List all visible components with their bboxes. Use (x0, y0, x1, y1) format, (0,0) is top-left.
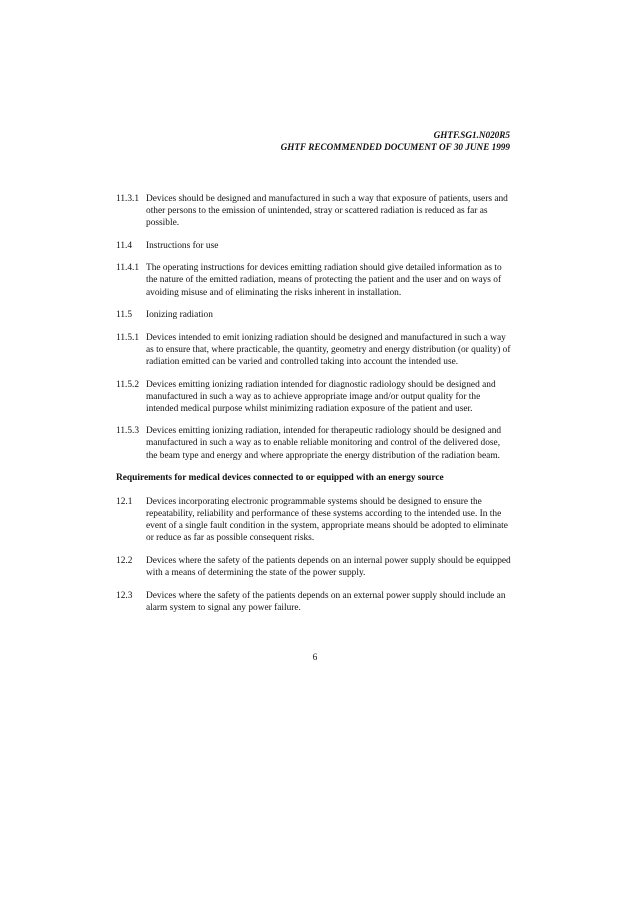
clause-number: 11.5.1 (116, 332, 140, 343)
clause-11-5-2 (116, 379, 512, 415)
clause-number: 11.4.1 (116, 263, 140, 274)
clause-number: 11.5.3 (116, 426, 140, 437)
clause-text: Devices should be designed and manufactured in such a way that exposure of patients, users and other persons to the emission of unintended, stray or scattered radiation is reduced as far as possible. (146, 194, 508, 229)
clause-11-5-3 (116, 425, 512, 461)
clause-12-3 (116, 590, 512, 614)
clause-number: 11.5 (116, 310, 133, 321)
clause-text: Devices emitting ionizing radiation, intended for therapeutic radiology should be designed and manufactured in such a way as to enable reliable monitoring and control of the delivered dose, the beam type and energy and where appropriate the energy distribution of the radiation beam. (146, 426, 502, 461)
clause-11-3-1 (116, 193, 512, 229)
document-title: GHTF RECOMMENDED DOCUMENT OF 30 JUNE 1999 (280, 142, 510, 152)
document-id: GHTF.SG1.N020R5 (433, 130, 510, 140)
clause-number: 12.1 (116, 497, 133, 508)
clause-12-1 (116, 496, 512, 544)
clause-number: 12.3 (116, 590, 133, 601)
clause-number: 11.4 (116, 240, 133, 251)
clause-number: 11.3.1 (116, 194, 140, 204)
clause-text: Instructions for use (146, 240, 219, 251)
clause-text: Devices where the safety of the patients depends on an external power supply should include an alarm system to signal any power failure. (146, 590, 506, 613)
clause-text: Devices where the safety of the patients depends on an internal power supply should be equipped with a means of determining the state of the power supply. (146, 556, 511, 579)
page-header (281, 129, 510, 153)
clause-number: 11.5.2 (116, 379, 140, 390)
document-body (116, 193, 512, 624)
clause-text: Devices incorporating electronic programmable systems should be designed to ensure the repeatability, reliability and performance of these systems according to the intended use. In the event of a single fault condition in the system, appropriate means should be adopted to eliminate or reduce as far as possible consequent risks. (146, 497, 508, 544)
section-heading: Requirements for medical devices connected to or equipped with an energy source (116, 473, 444, 484)
clause-12-2 (116, 555, 512, 579)
clause-text: Ionizing radiation (146, 310, 213, 321)
clause-text: Devices emitting ionizing radiation intended for diagnostic radiology should be designed and manufactured in such a way as to achieve appropriate image and/or output quality for the intended medical purpose whilst minimizing radiation exposure of the patient and user. (146, 379, 496, 414)
clause-11-4 (116, 240, 512, 252)
page-number: 6 (312, 653, 318, 663)
clause-number: 12.2 (116, 556, 133, 567)
clause-text: Devices intended to emit ionizing radiation should be designed and manufactured in such a way as to ensure that, where practicable, the quantity, geometry and energy distribution (or quality) of radiation emitted can be varied and controlled taking into account the intended use. (146, 332, 511, 367)
clause-11-5-1 (116, 332, 512, 368)
clause-text: The operating instructions for devices emitting radiation should give detailed information as to the nature of the emitted radiation, means of protecting the patient and the user and on ways of avoiding misuse and of eliminating the risks inherent in installation. (146, 263, 502, 298)
clause-11-5 (116, 309, 512, 321)
clause-11-4-1 (116, 262, 512, 298)
